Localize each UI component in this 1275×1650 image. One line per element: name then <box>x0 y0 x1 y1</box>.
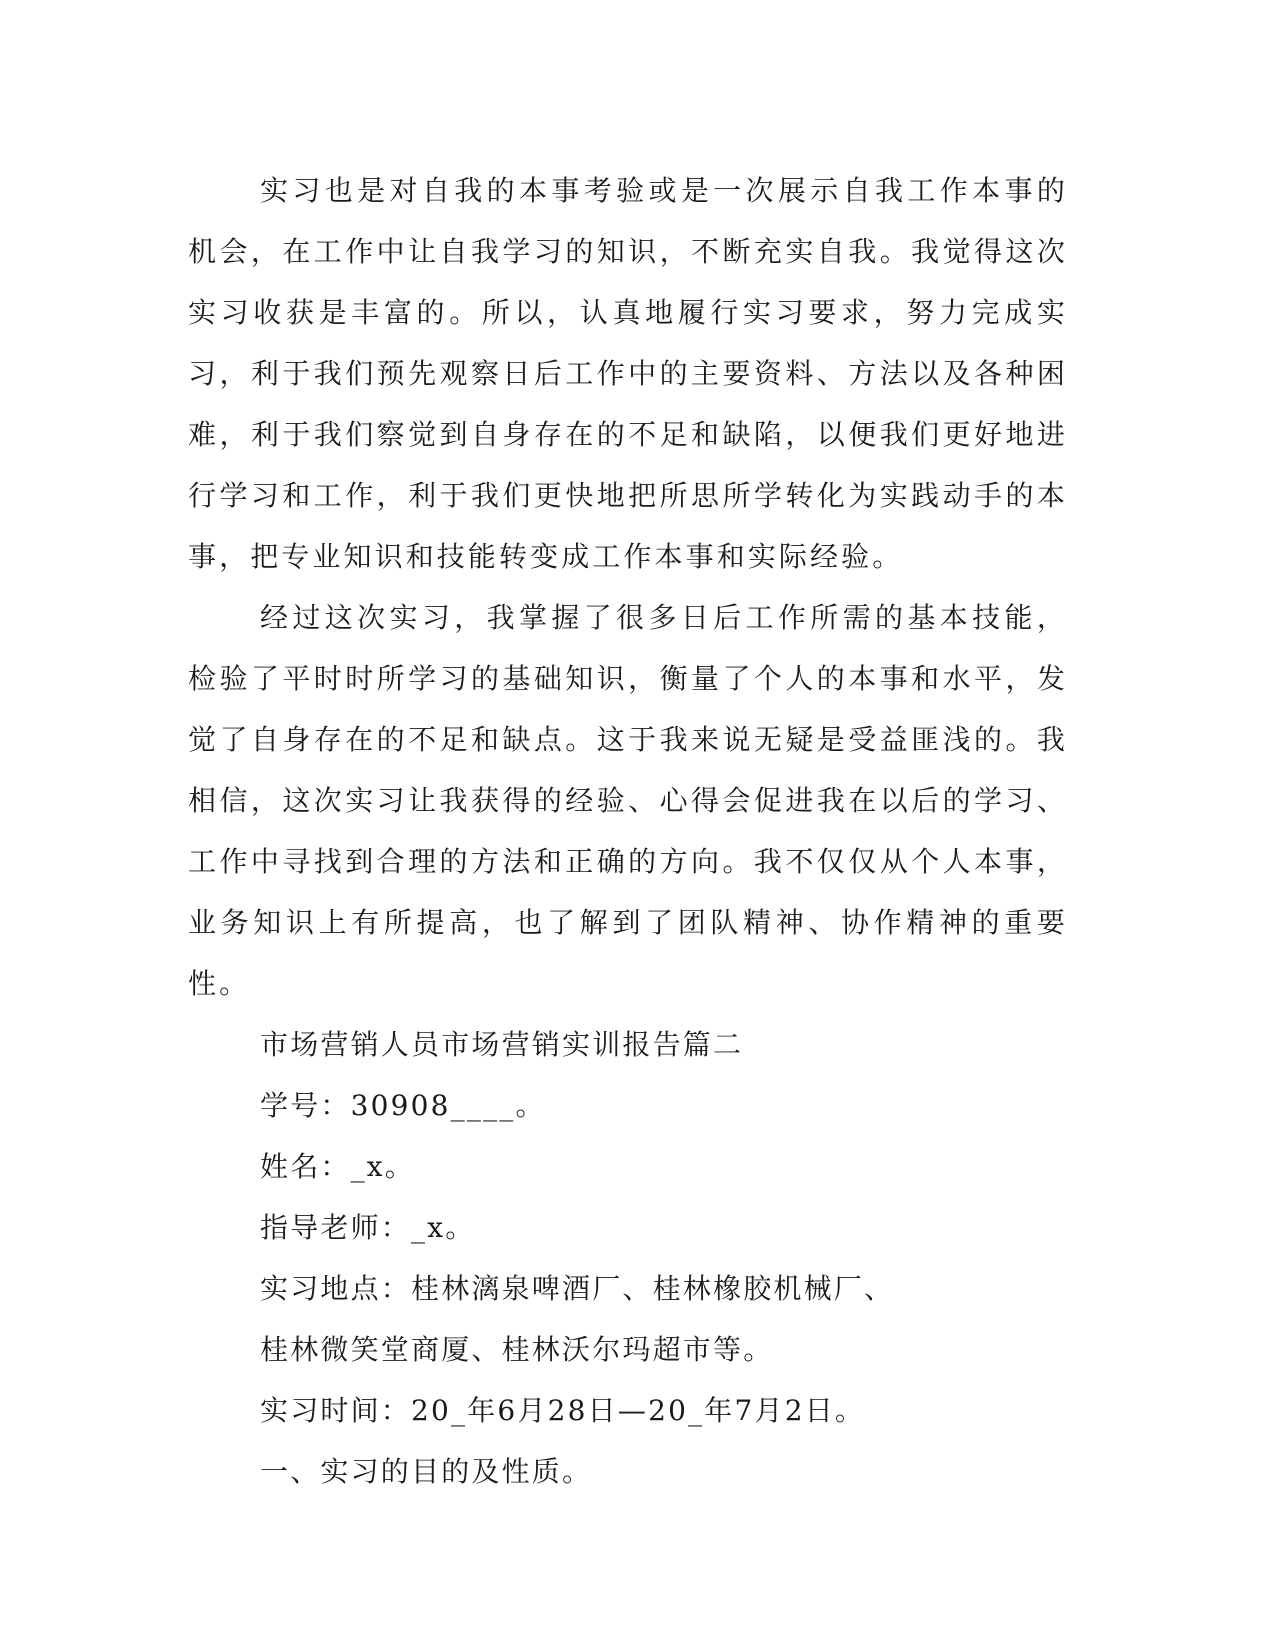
advisor-line: 指导老师：_x。 <box>260 1211 476 1244</box>
document-body <box>188 160 1068 1502</box>
location-line: 实习地点：桂林漓泉啤酒厂、桂林橡胶机械厂、 <box>260 1272 895 1305</box>
time-line: 实习时间：20_年6月28日—20_年7月2日。 <box>260 1394 866 1427</box>
paragraph-internship-reflection: 实习也是对自我的本事考验或是一次展示自我工作本事的机会，在工作中让自我学习的知识，不断充实自我。我觉得这次实习收获是丰富的。所以，认真地履行实习要求，努力完成实习，利于我们预先观察日后工作中的主要资料、方法以及各种困难，利于我们察觉到自身存在的不足和缺陷，以便我们更好地进行学习和工作，利于我们更快地把所思所学转化为实践动手的本事，把专业知识和技能转变成工作本事和实际经验。 <box>188 174 1068 573</box>
name-line: 姓名：_x。 <box>260 1150 415 1183</box>
location-line-continued: 桂林微笑堂商厦、桂林沃尔玛超市等。 <box>260 1333 774 1366</box>
heading-purpose: 一、实习的目的及性质。 <box>260 1455 593 1488</box>
paragraph-internship-gains: 经过这次实习，我掌握了很多日后工作所需的基本技能，检验了平时时所学习的基础知识，衡量了个人的本事和水平，发觉了自身存在的不足和缺点。这于我来说无疑是受益匪浅的。我相信，这次实习让我获得的经验、心得会促进我在以后的学习、工作中寻找到合理的方法和正确的方向。我不仅仅从个人本事，业务知识上有所提高，也了解到了团队精神、协作精神的重要性。 <box>188 601 1068 1000</box>
student-id-line: 学号：30908____。 <box>260 1089 546 1122</box>
section-title: 市场营销人员市场营销实训报告篇二 <box>260 1028 744 1061</box>
